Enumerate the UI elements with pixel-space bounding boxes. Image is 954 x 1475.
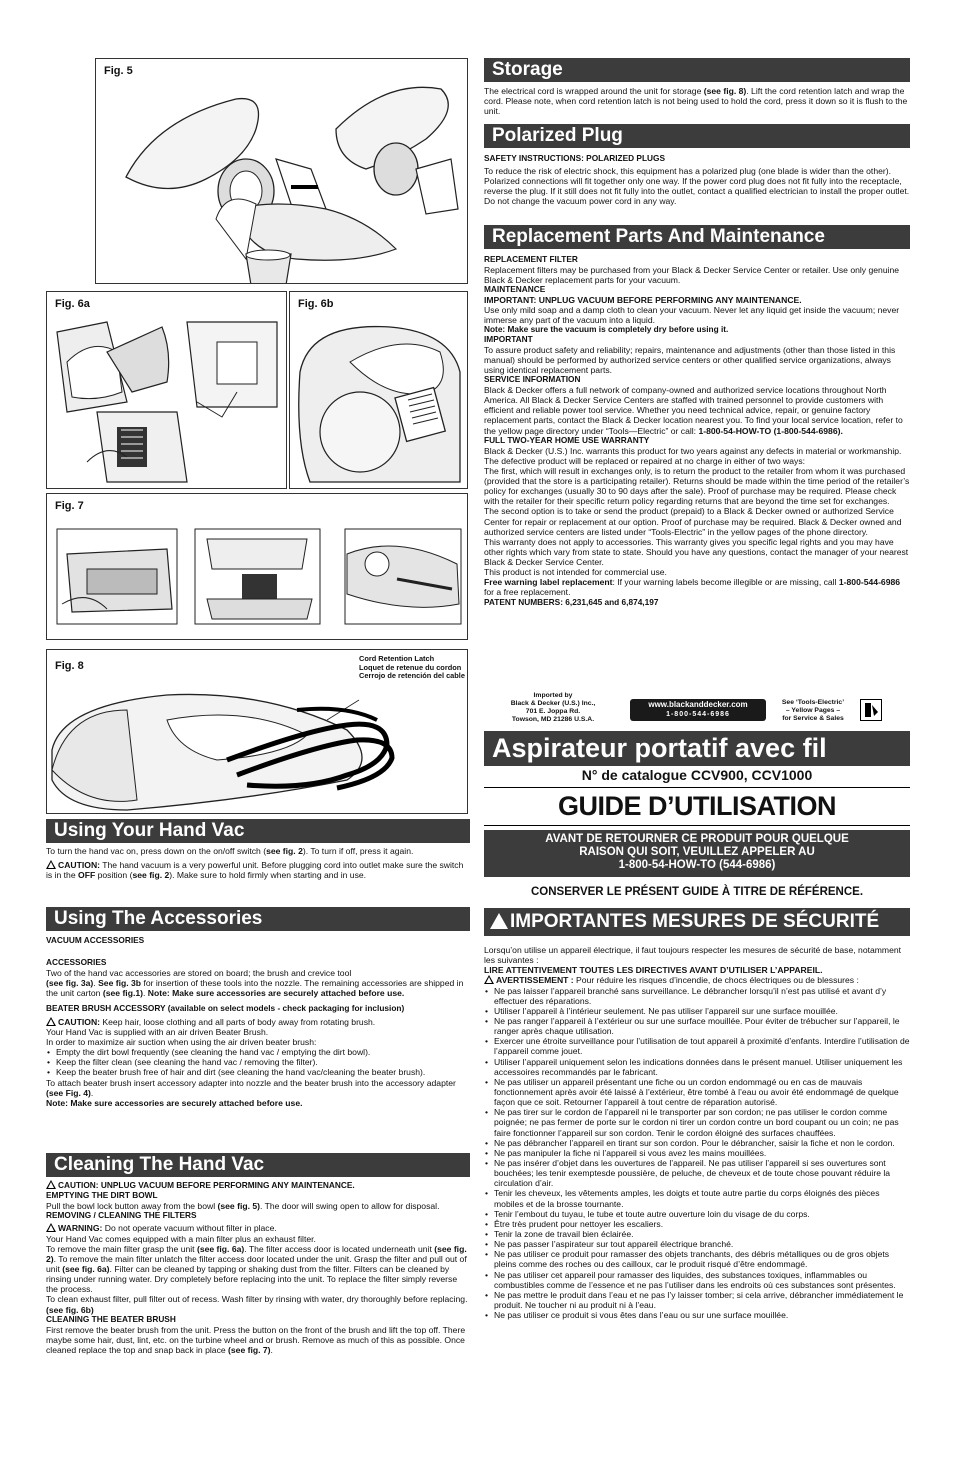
figure-7 (46, 493, 468, 640)
list-item: • Utiliser l’appareil à l’intérieur seulement. Ne pas utiliser l’appareil sur une surface mouillée. (484, 1006, 910, 1016)
rep-paragraph: The first, which will result in exchanges only, is to return the product to the retailer from whom it was purchased (provided that the store is a participating retailer). Returns should be made within the time period of the retailer’s policy for exchanges (usually 30 to 90 days after the sale). Proof of purchase may be required. Please check with the retailer for their specific return policy regarding returns that are beyond the time set for exchanges. (484, 465, 910, 507)
cleaning-caution: CAUTION: UNPLUG VACUUM BEFORE PERFORMING ANY MAINTENANCE. (46, 1180, 470, 1191)
heading: REMOVING / CLEANING THE FILTERS (46, 1209, 197, 1220)
fr-paragraph: Lorsqu’on utilise un appareil électrique, il faut toujours respecter les mesures de sécurité de base, notamment les suivantes : (484, 945, 902, 966)
list-item: • Ne pas passer l’aspirateur sur tout appareil électrique branché. (484, 1239, 910, 1249)
section-using-accessories: Using The Accessories (46, 907, 470, 931)
imported-line: Imported by (533, 692, 573, 699)
avant-line: 1-800-54-HOW-TO (544-6986) (618, 859, 776, 871)
heading: EMPTYING THE DIRT BOWL (46, 1189, 158, 1200)
list-item: • Tenir la zone de travail bien éclairée. (484, 1229, 910, 1239)
website-badge (630, 699, 766, 721)
french-safety-body (484, 945, 910, 1320)
acc-paragraph: In order to maximize air suction when using the air driven beater brush: (46, 1037, 317, 1048)
acc-paragraph: Your Hand Vac is supplied with an air driven Beater Brush. (46, 1026, 269, 1037)
list-item: • Ne pas débrancher l’appareil en tirant sur son cordon. Pour le débrancher, saisir la fiche et non le cordon. (484, 1138, 910, 1148)
avant-line: AVANT DE RETOURNER CE PRODUIT POUR QUELQUE (545, 833, 849, 845)
list-item: • Ne pas insérer d’objet dans les ouvertures de l’appareil. Ne pas utiliser l’appareil si ses ouvertures sont bouchées; les tenir exemptesde poussière, de peluche, de cheveux et de toute chose pouvant réduire la circulation d’air. (484, 1158, 910, 1188)
clean-paragraph: Your Hand Vac comes equipped with a main filter plus an exhaust filter. (46, 1233, 316, 1244)
replacement-body (484, 255, 910, 607)
list-item: • Utiliser l’appareil uniquement selon les indications données dans le présent manuel. Utiliser uniquement les accessoires recommandés par le fabricant. (484, 1057, 910, 1077)
accessories-body (46, 936, 470, 1108)
figure-8 (46, 649, 468, 814)
rep-paragraph: Free warning label replacement: If your warning labels become illegible or are missing, call 1-800-544-6986 for a free replacement. (484, 577, 901, 598)
figure-6a-illustration (47, 292, 287, 489)
warning-icon (490, 913, 508, 929)
figure-7-illustration (47, 494, 468, 640)
warning-icon (46, 860, 56, 869)
list-item: • Ne pas utiliser ce produit pour ramasser des objets tranchants, des débris métalliques ou de gros objets pleins comme des roches ou des cailloux, car le produit risqué d’être endommagé. (484, 1249, 910, 1269)
figure-6b (289, 291, 468, 489)
heading: IMPORTANT (484, 334, 533, 345)
clean-paragraph: First remove the beater brush from the unit. Press the button on the front of the brush and lift the top off. There maybe some hair, dust, lint, etc. on the turbine wheel and or brush. Remove as much of this as possible. Once cleaned replace the top and snap back in place (see fig. 7). (46, 1324, 466, 1355)
yellow-pages-note (772, 699, 854, 723)
callout-es: Cerrojo de retención del cable (359, 671, 465, 681)
section-polarized-plug: Polarized Plug (484, 124, 910, 148)
heading: IMPORTANT: UNPLUG VACUUM BEFORE PERFORMING ANY MAINTENANCE. (484, 294, 802, 305)
heading: BEATER BRUSH ACCESSORY (available on select models - check packaging for inclusion) (46, 1002, 405, 1013)
rep-note: Note: Make sure the vacuum is completely dry before using it. (484, 324, 729, 335)
figure-label: Fig. 6b (298, 298, 334, 310)
figure-label: Fig. 6a (55, 298, 90, 310)
french-catalog-number: N° de catalogue CCV900, CCV1000 (581, 767, 813, 783)
heading: CLEANING THE BEATER BRUSH (46, 1313, 176, 1324)
list-item: • Ne pas utiliser un appareil présentant une fiche ou un cordon endommagé ou en cas de mauvais fonctionnement après avoir été laissé à l’extérieur, être tombé à l’eau ou avoir été endommagé de quelque façon que ce soit. Retourner l’appareil à tout centre de réparation autorisé. (484, 1077, 910, 1107)
imported-by (498, 692, 608, 725)
fr-warning: AVERTISSEMENT : Pour réduire les risques d’incendie, de chocs électriques ou de blessures : (484, 975, 910, 985)
heading: VACUUM ACCESSORIES (46, 935, 145, 945)
french-title-bar (484, 731, 910, 766)
section-storage: Storage (484, 58, 910, 82)
figure-label: Fig. 5 (104, 65, 133, 77)
list-item: • Ne pas tirer sur le cordon de l’appareil ni le transporter par son cordon; ne pas utiliser le cordon comme poignée; ne pas fermer de porte sur le cordon ni tirer un cordon contre un bord coupant ou un coin; ne pas faire fonctionner l’appareil sur son cordon. Tenir le cordon éloigné des surfaces chauffées. (484, 1107, 910, 1137)
french-rule-bottom (484, 825, 910, 826)
list-item: • Empty the dirt bowl frequently (see cleaning the hand vac / emptying the dirt bowl). (46, 1047, 470, 1057)
warning-icon (46, 1180, 56, 1189)
yellow-line: – Yellow Pages – (785, 707, 841, 715)
rep-paragraph: This product is not intended for commercial use. (484, 567, 667, 578)
french-important-title: IMPORTANTES MESURES DE SÉCURITÉ (510, 911, 880, 932)
rep-paragraph: Replacement filters may be purchased from your Black & Decker Service Center or retailer. Use only genuine Black & Decker replacement parts for your vacuum. (484, 264, 900, 285)
figure-label: Fig. 7 (55, 500, 84, 512)
callout-en: Cord Retention Latch (359, 654, 435, 663)
figure-5 (95, 58, 468, 284)
list-item: • Ne pas utiliser cet appareil pour ramasser des liquides, des substances toxiques, inflammables ou combustibles comme de l’essence et ne pas l’utiliser dans les endroits où ces substances sont présentes. (484, 1270, 910, 1290)
rep-paragraph: To assure product safety and reliability; repairs, maintenance and adjustments (other than those listed in this manual) should be performed by authorized service centers or other qualified service organizations, always using identical replacement parts. (484, 344, 896, 376)
acc-paragraph: To attach beater brush insert accessory adapter into nozzle and the beater brush into the accessory adapter (see Fig. 4). (46, 1077, 456, 1098)
storage-body (484, 86, 910, 116)
list-item: • Ne pas mettre le produit dans l’eau et ne pas l’y laisser tomber; si cela arrive, débrancher immédiatement le produit. Ne toucher ni au produit ni à l’eau. (484, 1290, 910, 1310)
list-item: • Ne pas laisser l’appareil branché sans surveillance. Le débrancher lorsqu’il n’est pas utilisé et avant d’y effectuer des réparations. (484, 986, 910, 1006)
using-paragraph: To turn the hand vac on, press down on the on/off switch (see fig. 2). To turn if off, press it again. (46, 846, 414, 856)
figure-6b-illustration (290, 292, 468, 489)
french-title: Aspirateur portatif avec fil (492, 733, 827, 763)
acc-paragraph: (see fig. 3a). See fig. 3b for insertion of these tools into the nozzle. The remaining accessories are shipped in the unit carton (see fig.1). Note: Make sure accessories are securely attached before use. (46, 977, 464, 998)
clean-paragraph: To clean exhaust filter, pull filter out of recess. Wash filter by rinsing with water, dry thoroughly before replacing. (see fig. 6b) (46, 1294, 468, 1315)
section-using-hand-vac: Using Your Hand Vac (46, 819, 470, 843)
warning-icon (484, 975, 494, 984)
heading: MAINTENANCE (484, 284, 546, 295)
yellow-line: See ‘Tools-Electric’ (781, 699, 845, 706)
list-item: • Keep the filter clean (see cleaning the hand vac / removing the filter). (46, 1057, 470, 1067)
acc-paragraph: Two of the hand vac accessories are stored on board; the brush and crevice tool (46, 967, 352, 978)
avant-line: RAISON QUI SOIT, VEUILLEZ APPELER AU (579, 846, 815, 858)
acc-note: Note: Make sure accessories are securely attached before use. (46, 1097, 303, 1108)
list-item: • Ne pas utiliser ce produit si vous êtes dans l’eau ou sur une surface mouillée. (484, 1310, 910, 1320)
warning-icon (46, 1017, 56, 1026)
clean-warning: WARNING: Do not operate vacuum without filter in place. (46, 1223, 470, 1233)
french-guide-title: GUIDE D’UTILISATION (558, 791, 836, 821)
french-important-bar (484, 908, 910, 936)
clean-paragraph: Pull the bowl lock button away from the bowl (see fig. 5). The door will swing open to allow for disposal. (46, 1200, 440, 1211)
heading: ACCESSORIES (46, 956, 107, 967)
yellow-pages-icon (860, 699, 882, 721)
warning-icon (46, 1223, 56, 1232)
polar-paragraph: To reduce the risk of electric shock, this equipment has a polarized plug (one blade is wider than the other). Polarized connections will fit together only one way. If the power cord plug does not fit fully into the receptacle, reverse the plug. If it still does not fit fully into the outlet, contact a qualified electrician to install the proper outlet. Do not change the vacuum power cord in any way. (484, 165, 910, 207)
cleaning-body (46, 1180, 470, 1355)
acc-caution: CAUTION: Keep hair, loose clothing and all parts of body away from rotating brush. (46, 1017, 470, 1027)
list-item: • Keep the beater brush free of hair and dirt (see cleaning the hand vac/cleaning the beater brush). (46, 1067, 470, 1077)
heading: REPLACEMENT FILTER (484, 254, 578, 264)
clean-paragraph: To remove the main filter grasp the unit (see fig. 6a). The filter access door is located underneath unit (see fig. 2). To remove the main filter unlatch the filter access door located under the unit. Grasp the filter and pull out of unit (see fig. 6a). Filter can be cleaned by tapping or shaking dust from the filter. Filters can be cleaned by rinsing under running water. Dry completely before replacing into the unit. To replace the filter simply reverse the process. (46, 1243, 467, 1295)
list-item: • Être très prudent pour nettoyer les escaliers. (484, 1219, 910, 1229)
rep-paragraph: The second option is to take or send the product (prepaid) to a Black & Decker owned or authorized Service Center for repair or replacement at our option. Proof of purchase may be required. Black & Decker owned and authorized service centers are listed under “Tools-Electric” in the yellow pages of the phone directory. (484, 506, 902, 537)
french-bullet-list (484, 986, 910, 1321)
using-hand-vac-body (46, 846, 470, 880)
section-replacement-parts: Replacement Parts And Maintenance (484, 225, 910, 249)
rep-paragraph: Use only mild soap and a damp cloth to clean your vacuum. Never let any liquid get inside the vacuum; never immerse any part of the vacuum into a liquid. (484, 304, 900, 326)
french-conserver: CONSERVER LE PRÉSENT GUIDE À TITRE DE RÉFÉRENCE. (530, 886, 864, 898)
imported-line: Towson, MD 21286 U.S.A. (511, 716, 595, 724)
section-cleaning-hand-vac: Cleaning The Hand Vac (46, 1153, 470, 1177)
rep-paragraph: This warranty does not apply to accessories. This warranty gives you specific legal rights and you may have other rights which vary from state to state. Should you have any questions, contact the manager of your nearest Black & Decker Service Center. (484, 536, 909, 568)
callout-fr: Loquet de retenue du cordon (359, 662, 462, 672)
list-item: • Exercer une étroite surveillance pour l’utilisation de tout appareil à proximité d’enfants. Interdire l’utilisation de l’appareil comme jouet. (484, 1036, 910, 1056)
heading: SAFETY INSTRUCTIONS: POLARIZED PLUGS (484, 153, 666, 163)
list-item: • Tenir l’embout du tuyau, le tube et toute autre ouverture loin du visage de du corps. (484, 1209, 910, 1219)
rep-paragraph: Black & Decker offers a full network of company-owned and authorized service locations throughout North America. All Black & Decker Service Centers are staffed with trained personnel to provide customers with efficient and reliable power tool service. Whether you need technical advice, repair, or genuine factory replacement parts, contact the Black & Decker location nearest you. To find your local service location, refer to the yellow page directory under “Tools—Electric” or call: 1-800-54-HOW-TO (1-800-544-6986). (484, 385, 903, 436)
polarized-body (484, 154, 910, 206)
patent-numbers: PATENT NUMBERS: 6,231,645 and 6,874,197 (484, 596, 659, 607)
fr-paragraph: LIRE ATTENTIVEMENT TOUTES LES DIRECTIVES AVANT D’UTILISER L’APPAREIL. (484, 965, 823, 976)
website-url: www.blackanddecker.com (648, 700, 748, 709)
french-rule-top (484, 787, 910, 788)
list-item: • Ne pas manipuler la fiche ni l’appareil si vous avez les mains mouillées. (484, 1148, 910, 1158)
using-caution: CAUTION: The hand vacuum is a very powerful unit. Before plugging cord into outlet make sure the switch is in the OFF position (see fig. 2). Make sure to hold firmly when starting and in use. (46, 860, 464, 881)
figure-8-illustration (47, 650, 468, 814)
figure-6a (46, 291, 287, 489)
rep-paragraph: Black & Decker (U.S.) Inc. warrants this product for two years against any defects in material or workmanship. The defective product will be replaced or repaired at no charge in either of two ways: (484, 445, 902, 466)
list-item: • Tenir les cheveux, les vêtements amples, les doigts et toute autre partie du corps éloignés des pièces mobiles et de la brosse tournante. (484, 1188, 910, 1208)
storage-paragraph: The electrical cord is wrapped around the unit for storage (see fig. 8). Lift the cord retention latch and wrap the cord. Please note, when cord retention latch is not being used to hold the cord, press it down so it is flush to the unit. (484, 86, 908, 117)
imported-line: Black & Decker (U.S.) Inc., (510, 700, 596, 708)
french-avant-box (484, 830, 910, 877)
heading: FULL TWO-YEAR HOME USE WARRANTY (484, 434, 650, 445)
yellow-line: for Service & Sales (782, 715, 844, 723)
figure-5-illustration (96, 59, 468, 284)
list-item: • Ne pas ranger l’appareil à l’extérieur ou sur une surface mouillée. Pour éviter de trébucher sur l’appareil, le ranger après chaque utilisation. (484, 1016, 910, 1036)
website-phone: 1-800-544-6986 (666, 711, 730, 718)
heading: SERVICE INFORMATION (484, 374, 581, 385)
figure-label: Fig. 8 (55, 660, 84, 672)
imported-line: 701 E. Joppa Rd. (525, 708, 581, 716)
acc-bullet-list (46, 1047, 470, 1077)
